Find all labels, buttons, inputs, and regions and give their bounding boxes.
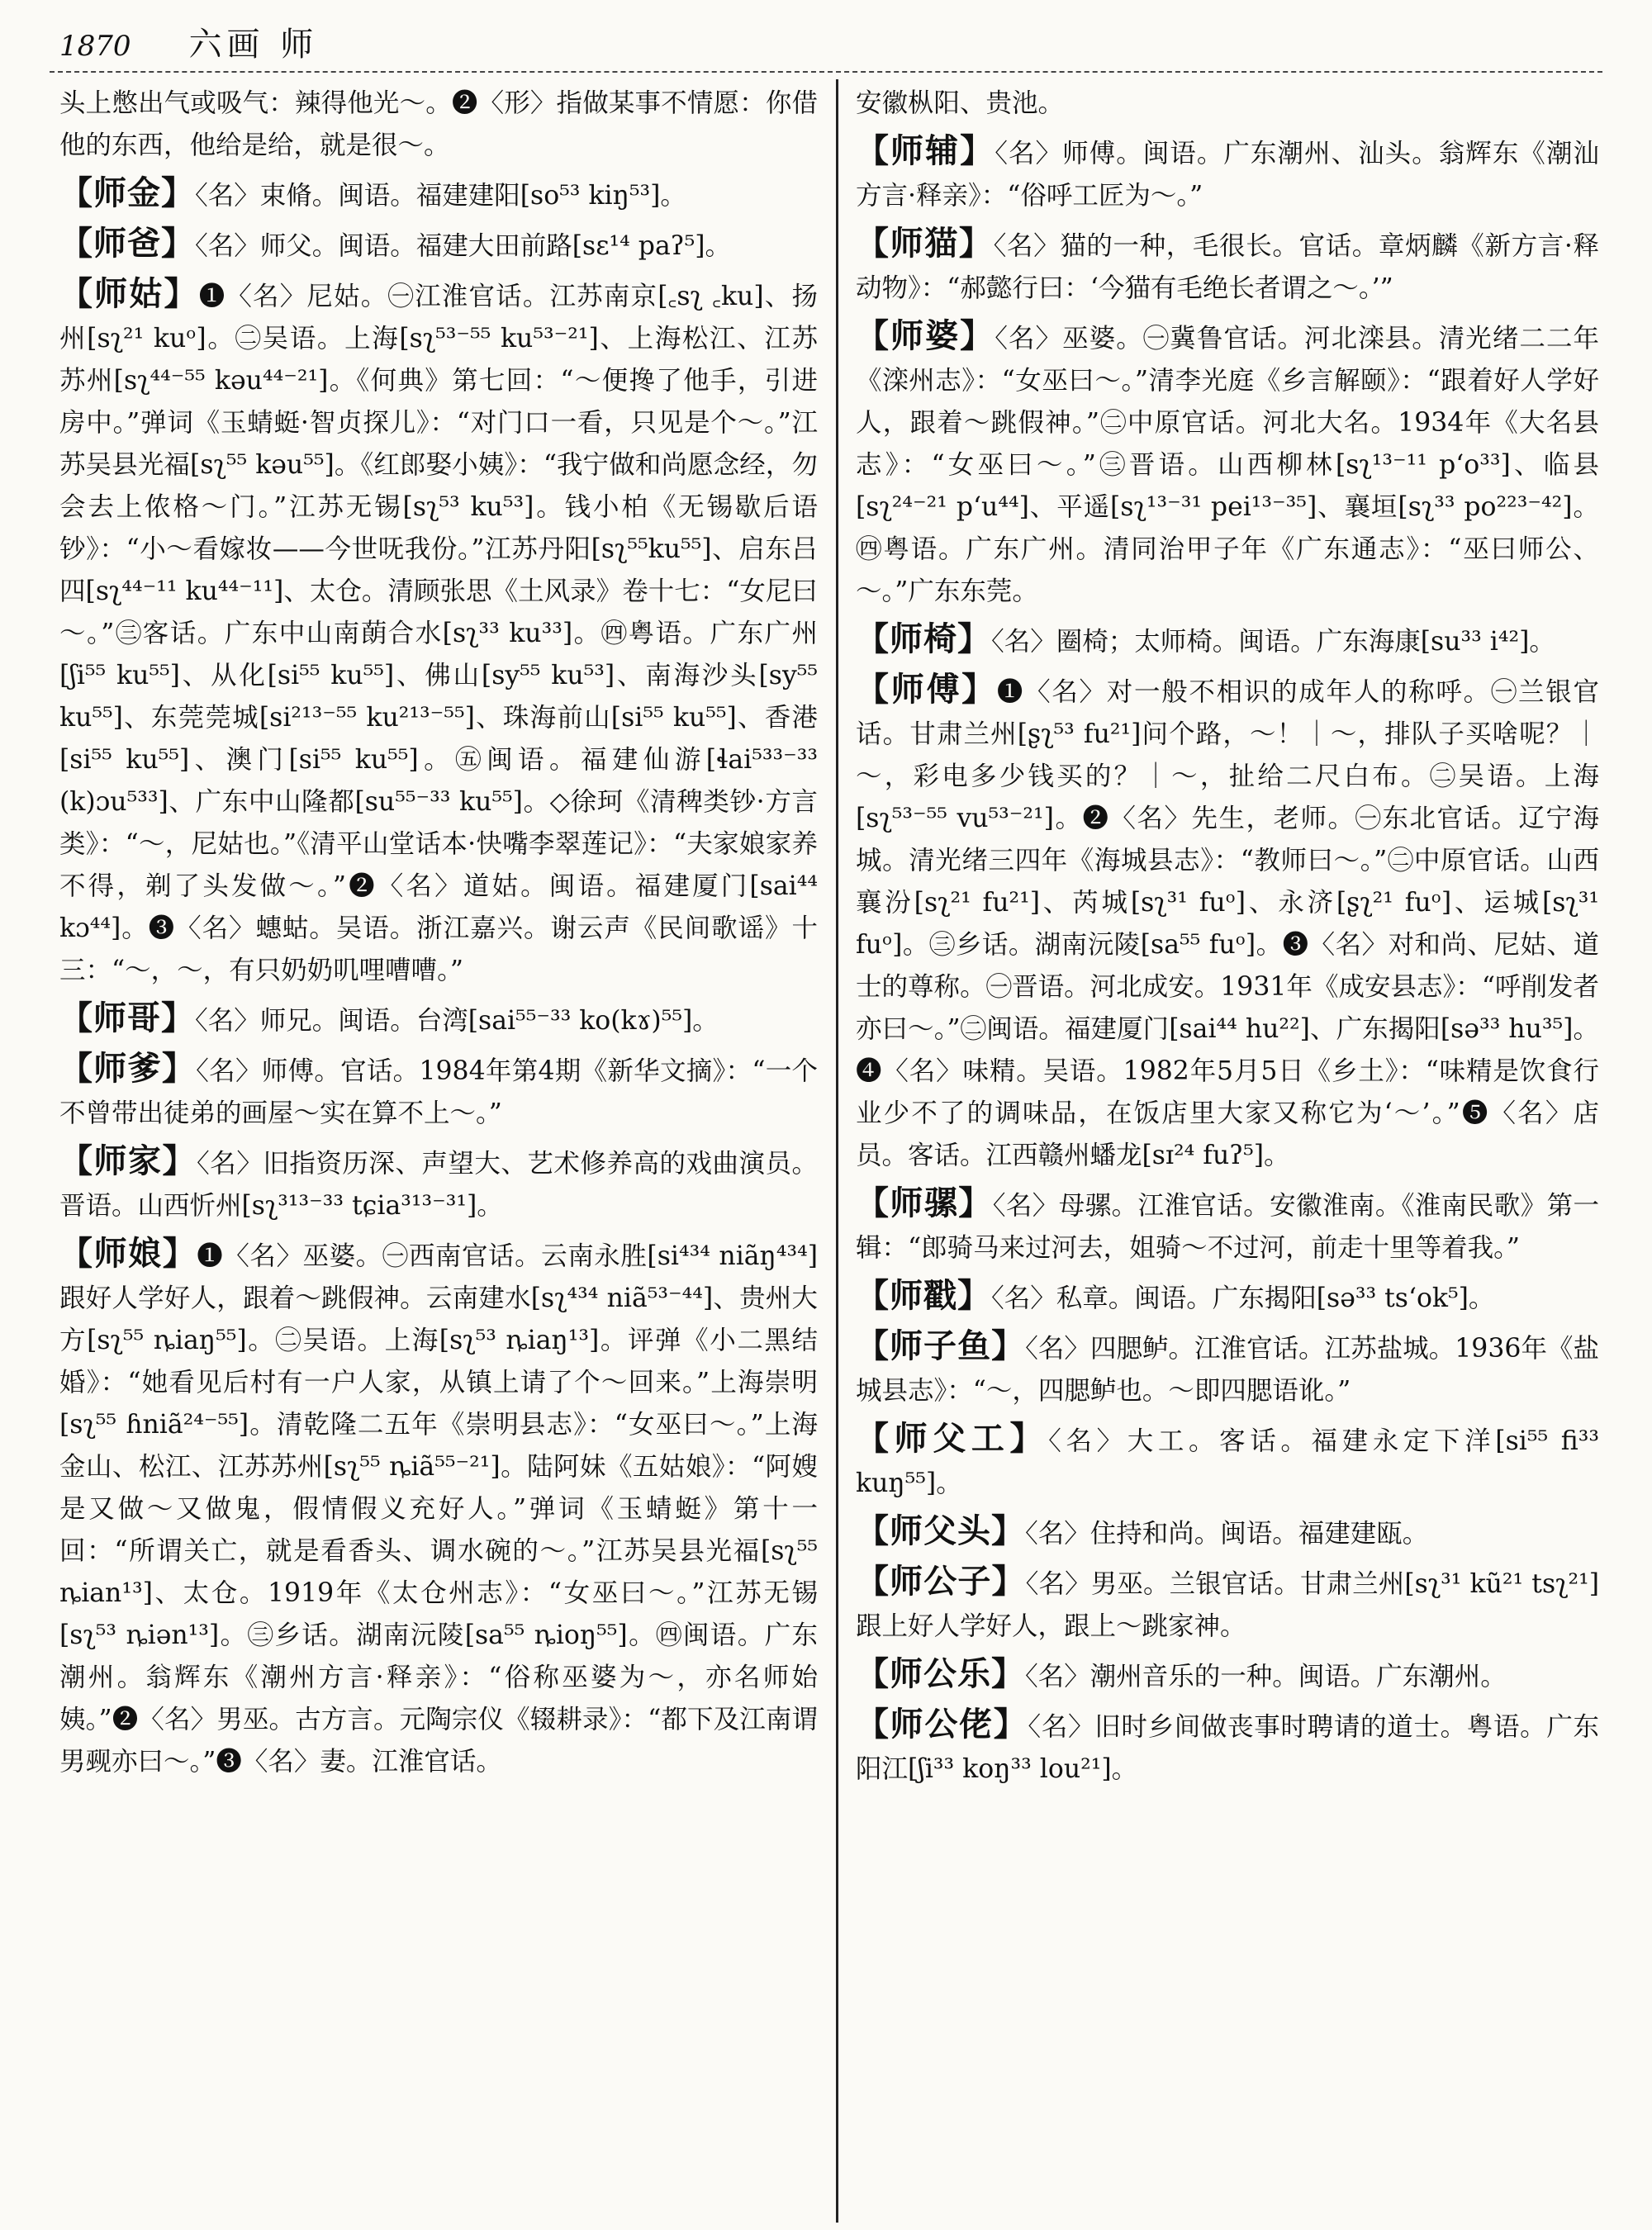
dictionary-entry [59, 1140, 818, 1227]
page-number: 1870 [59, 30, 131, 63]
dictionary-entry [59, 172, 818, 217]
dictionary-entry [856, 1510, 1599, 1555]
dictionary-entry [856, 315, 1599, 613]
dictionary-entry [856, 1417, 1599, 1505]
header-text: 六画 师 [188, 26, 319, 64]
definition: 〈名〉束脩。闽语。福建建阳[so⁵³ kiŋ⁵³]。 [195, 181, 686, 211]
headword: 【师婆】 [856, 316, 995, 355]
dictionary-entry [856, 1653, 1599, 1698]
headword: 【师子鱼】 [856, 1326, 1026, 1365]
headword: 【师爸】 [59, 224, 195, 263]
dictionary-entry [59, 1047, 818, 1135]
definition: 〈名〉师傅。官话。1984年第4期《新华文摘》：“一个不曾带出徒弟的画屋～实在算不上～。” [59, 1056, 818, 1128]
headword: 【师公佬】 [856, 1705, 1028, 1744]
definition: 〈名〉大工。客话。福建永定下洋[si⁵⁵ fi³³ kuŋ⁵⁵]。 [856, 1426, 1599, 1498]
definition: 〈名〉巫婆。㊀冀鲁官话。河北滦县。清光绪二二年《滦州志》：“女巫曰～。”清李光庭《乡言解颐》：“跟着好人学好人，跟着～跳假神。”㊁中原官话。河北大名。1934年《大名县志》：“女巫曰～。”㊂晋语。山西柳林[sʅ¹³⁻¹¹ pʻo³³]、临县[sʅ²⁴⁻²¹ pʻu⁴⁴]、平遥[sʅ¹³⁻³¹ pei¹³⁻³⁵]、襄垣[sʅ³³ po²²³⁻⁴²]。㊃粤语。广东广州。清同治甲子年《广东通志》：“巫曰师公、～。”广东东莞。 [856, 324, 1599, 606]
dictionary-entry [59, 1232, 818, 1783]
definition: 〈名〉潮州音乐的一种。闽语。广东潮州。 [1025, 1662, 1507, 1691]
definition: 〈名〉圈椅；太师椅。闽语。广东海康[su³³ i⁴²]。 [991, 627, 1555, 657]
headword: 【师姑】 [59, 274, 199, 313]
definition: 〈名〉师兄。闽语。台湾[sai⁵⁵⁻³³ ko(kɤ)⁵⁵]。 [195, 1006, 719, 1036]
definition: 〈名〉四腮鲈。江淮官话。江苏盐城。1936年《盐城县志》：“～，四腮鲈也。～即四腮语讹。” [856, 1334, 1599, 1406]
definition: 〈名〉母骡。江淮官话。安徽淮南。《淮南民歌》第一辑：“郎骑马来过河去，姐骑～不过河，前走十里等着我。” [856, 1191, 1599, 1263]
continuation-text: 头上憋出气或吸气：辣得他光～。❷〈形〉指做某事不情愿：你借他的东西，他给是给，就是很～。 [59, 88, 818, 160]
headword: 【师椅】 [856, 619, 991, 658]
dictionary-entry [856, 668, 1599, 1177]
dictionary-entry [856, 1325, 1599, 1412]
headword: 【师哥】 [59, 999, 195, 1037]
dictionary-entry [856, 1182, 1599, 1269]
dictionary-entry [59, 222, 818, 268]
continuation-text: 安徽枞阳、贵池。 [856, 88, 1065, 118]
headword: 【师娘】 [59, 1234, 197, 1273]
definition: 〈名〉旧时乡间做丧事时聘请的道士。粤语。广东阳江[ʃi³³ koŋ³³ lou²¹]。 [856, 1712, 1599, 1784]
definition: 〈名〉旧指资历深、声望大、艺术修养高的戏曲演员。晋语。山西忻州[sʅ³¹³⁻³³ tɕia³¹³⁻³¹]。 [59, 1149, 818, 1221]
dictionary-entry [856, 618, 1599, 663]
headword: 【师骡】 [856, 1184, 993, 1222]
dictionary-entry [856, 1703, 1599, 1791]
definition: 〈名〉师父。闽语。福建大田前路[sɛ¹⁴ paʔ⁵]。 [195, 231, 732, 261]
dictionary-entry [59, 997, 818, 1042]
column-divider [836, 79, 838, 2223]
headword: 【师公子】 [856, 1562, 1026, 1601]
headword: 【师辅】 [856, 131, 995, 170]
dictionary-entry [856, 1274, 1599, 1320]
left-column [59, 83, 818, 2218]
definition: 〈名〉住持和尚。闽语。福建建瓯。 [1025, 1519, 1429, 1549]
headword: 【师戳】 [856, 1276, 991, 1315]
headword: 【师猫】 [856, 224, 994, 263]
headword: 【师傅】 [856, 670, 997, 709]
headword: 【师父头】 [856, 1511, 1025, 1550]
headword: 【师父工】 [856, 1419, 1049, 1458]
right-column [856, 83, 1599, 2218]
header-rule [50, 71, 1602, 73]
headword: 【师公乐】 [856, 1654, 1025, 1693]
definition: 〈名〉男巫。兰银官话。甘肃兰州[sʅ³¹ kũ²¹ tsʅ²¹]跟上好人学好人，跟上～跳家神。 [856, 1569, 1599, 1641]
definition: ❶〈名〉对一般不相识的成年人的称呼。㊀兰银官话。甘肃兰州[ʂʅ⁵³ fu²¹]问个路，～！｜～，排队子买啥呢？｜～，彩电多少钱买的？｜～，扯给二尺白布。㊁吴语。上海[sʅ⁵³⁻⁵⁵ vu⁵³⁻²¹]。❷〈名〉先生，老师。㊀东北官话。辽宁海城。清光绪三四年《海城县志》：“教师曰～。”㊁中原官话。山西襄汾[sʅ²¹ fu²¹]、芮城[sʅ³¹ fuᵒ]、永济[ʂʅ²¹ fuᵒ]、运城[sʅ³¹ fuᵒ]。㊂乡话。湖南沅陵[sa⁵⁵ fuᵒ]。❸〈名〉对和尚、尼姑、道士的尊称。㊀晋语。河北成安。1931年《成安县志》：“呼削发者亦曰～。”㊁闽语。福建厦门[sai⁴⁴ hu²²]、广东揭阳[sə³³ hu³⁵]。❹〈名〉味精。吴语。1982年5月5日《乡土》：“味精是饮食行业少不了的调味品，在饭店里大家又称它为‘～’。”❺〈名〉店员。客话。江西赣州蟠龙[sɪ²⁴ fuʔ⁵]。 [856, 677, 1599, 1170]
definition: 〈名〉师傅。闽语。广东潮州、汕头。翁辉东《潮汕方言·释亲》：“俗呼工匠为～。” [856, 139, 1599, 211]
definition: ❶〈名〉尼姑。㊀江淮官话。江苏南京[꜀sʅ ꜀ku]、扬州[sʅ²¹ kuᵒ]。㊁吴语。上海[sʅ⁵³⁻⁵⁵ ku⁵³⁻²¹]、上海松江、江苏苏州[sʅ⁴⁴⁻⁵⁵ kəu⁴⁴⁻²¹]。《何典》第七回：“～便搀了他手，引进房中。”弹词《玉蜻蜓·智贞探儿》：“对门口一看，只见是个～。”江苏吴县光福[sʅ⁵⁵ kəu⁵⁵]。《红郎娶小姨》：“我宁做和尚愿念经，勿会去上侬格～门。”江苏无锡[sʅ⁵³ ku⁵³]。钱小柏《无锡歇后语钞》：“小～看嫁妆——今世呒我份。”江苏丹阳[sʅ⁵⁵ku⁵⁵]、启东吕四[sʅ⁴⁴⁻¹¹ ku⁴⁴⁻¹¹]、太仓。清顾张思《土风录》卷十七：“女尼曰～。”㊂客话。广东中山南蓢合水[sʅ³³ ku³³]。㊃粤语。广东广州[ʃi⁵⁵ ku⁵⁵]、从化[si⁵⁵ ku⁵⁵]、佛山[sy⁵⁵ ku⁵³]、南海沙头[sy⁵⁵ ku⁵⁵]、东莞莞城[si²¹³⁻⁵⁵ ku²¹³⁻⁵⁵]、珠海前山[si⁵⁵ ku⁵⁵]、香港[si⁵⁵ ku⁵⁵]、澳门[si⁵⁵ ku⁵⁵]。㊄闽语。福建仙游[ɬai⁵³³⁻³³ (k)ɔu⁵³³]、广东中山隆都[su⁵⁵⁻³³ ku⁵⁵]。◇徐珂《清稗类钞·方言类》：“～，尼姑也。”《清平山堂话本·快嘴李翠莲记》：“夫家娘家养不得，剃了头发做～。”❷〈名〉道姑。闽语。福建厦门[sai⁴⁴ kɔ⁴⁴]。❸〈名〉蟪蛄。吴语。浙江嘉兴。谢云声《民间歌谣》十三：“～，～，有只奶奶叽哩嘈嘈。” [59, 282, 818, 985]
definition: 〈名〉私章。闽语。广东揭阳[sə³³ tsʻok⁵]。 [991, 1283, 1495, 1313]
headword: 【师爹】 [59, 1049, 197, 1088]
headword: 【师家】 [59, 1141, 197, 1180]
headword: 【师金】 [59, 173, 195, 212]
dictionary-entry [856, 130, 1599, 217]
dictionary-entry [856, 222, 1599, 310]
dictionary-entry [856, 1560, 1599, 1648]
page-header [59, 18, 318, 68]
dictionary-entry [59, 273, 818, 992]
definition: 〈名〉猫的一种，毛很长。官话。章炳麟《新方言·释动物》：“郝懿行曰：‘今猫有毛绝长者谓之～。’” [856, 231, 1599, 303]
definition: ❶〈名〉巫婆。㊀西南官话。云南永胜[si⁴³⁴ niãŋ⁴³⁴]跟好人学好人，跟着～跳假神。云南建水[sʅ⁴³⁴ niã⁵³⁻⁴⁴]、贵州大方[sʅ⁵⁵ ȵiaŋ⁵⁵]。㊁吴语。上海[sʅ⁵³ ȵiaŋ¹³]。评弹《小二黑结婚》：“她看见后村有一户人家，从镇上请了个～回来。”上海崇明[sʅ⁵⁵ ɦniã²⁴⁻⁵⁵]。清乾隆二五年《崇明县志》：“女巫曰～。”上海金山、松江、江苏苏州[sʅ⁵⁵ ȵiã⁵⁵⁻²¹]。陆阿妹《五姑娘》：“阿嫂是又做～又做鬼，假情假义充好人。”弹词《玉蜻蜓》第十一回：“所谓关亡，就是看香头、调水碗的～。”江苏吴县光福[sʅ⁵⁵ ȵian¹³]、太仓。1919年《太仓州志》：“女巫曰～。”江苏无锡[sʅ⁵³ ȵiən¹³]。㊂乡话。湖南沅陵[sa⁵⁵ ȵioŋ⁵⁵]。㊃闽语。广东潮州。翁辉东《潮州方言·释亲》：“俗称巫婆为～，亦名师始姨。”❷〈名〉男巫。古方言。元陶宗仪《辍耕录》：“都下及江南谓男觋亦曰～。”❸〈名〉妻。江淮官话。 [59, 1241, 818, 1777]
